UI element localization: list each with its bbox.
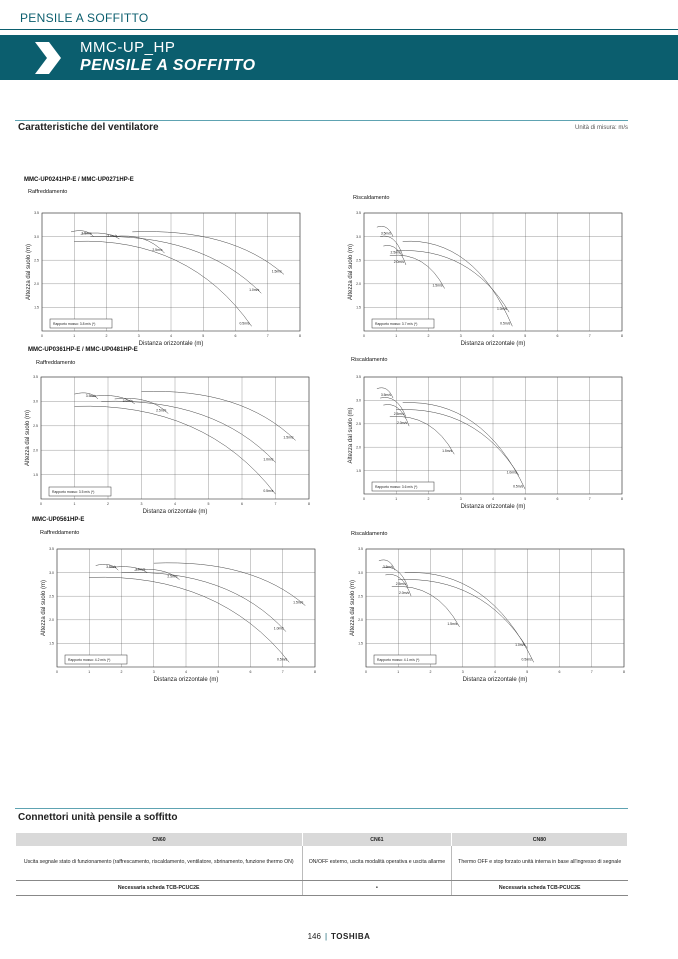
y-tick-label: 3.0	[356, 398, 361, 403]
chart-svg	[37, 542, 325, 691]
y-tick-label: 2.5	[49, 594, 54, 599]
y-tick-label: 3.5	[49, 547, 54, 552]
y-axis-label: Altezza dal suolo (m)	[348, 243, 354, 301]
y-axis-label: Altezza dal suolo (m)	[25, 409, 31, 467]
velocity-curve	[122, 572, 286, 631]
x-tick-label: 3	[459, 334, 462, 338]
x-tick-label: 4	[492, 334, 494, 338]
chevron-right-icon	[33, 40, 63, 76]
mode-label: Riscaldamento	[353, 195, 390, 201]
x-tick-label: 5	[207, 502, 210, 506]
chart-svg	[342, 542, 634, 691]
curve-label: 2.5m/s	[395, 581, 406, 586]
mode-label: Riscaldamento	[351, 357, 388, 363]
table-cell: Necessaria scheda TCB-PCUC2E	[451, 881, 627, 896]
x-tick-label: 3	[461, 670, 464, 674]
curve-label: 3.5m/s	[380, 231, 392, 236]
y-axis-label: Altezza dal suolo (m)	[41, 579, 47, 637]
model-line: MMC-UP_HP	[80, 39, 176, 56]
x-tick-label: 5	[202, 334, 205, 338]
y-tick-label: 1.5	[358, 641, 363, 646]
table-cell: ON/OFF esterno, uscita modalità operativa e uscita allarme	[302, 846, 451, 881]
curve-label: 2.5m/s	[167, 574, 178, 579]
y-tick-label: 1.5	[33, 472, 38, 477]
y-tick-label: 3.0	[34, 234, 39, 239]
unit-note: Unità di misura: m/s	[574, 125, 628, 131]
mode-label: Raffreddamento	[36, 360, 76, 366]
x-axis-label: Distanza orizzontale (m)	[153, 677, 219, 683]
table-cell: •	[302, 881, 451, 896]
curve-label: 1.5m/s	[447, 621, 458, 626]
x-tick-label: 7	[588, 497, 591, 501]
chart-svg	[340, 370, 632, 518]
connectors-section-title: Connettori unità pensile a soffitto	[18, 812, 178, 823]
y-tick-label: 1.5	[356, 305, 361, 310]
curve-label: 1.0m/s	[273, 626, 284, 631]
y-tick-label: 2.5	[34, 258, 39, 263]
x-tick-label: 1	[397, 670, 400, 674]
table-cell: Uscita segnale stato di funzionamento (raffrescamento, riscaldamento, ventilatore, sbrinamento, funzione thermo ON)	[16, 846, 303, 881]
y-tick-label: 2.0	[356, 445, 361, 450]
x-tick-label: 2	[429, 670, 432, 674]
curve-label: 2.0m/s	[398, 591, 410, 596]
x-tick-label: 5	[524, 334, 527, 338]
y-tick-label: 2.5	[356, 258, 361, 263]
x-tick-label: 1	[395, 334, 398, 338]
x-tick-label: 5	[524, 497, 527, 501]
x-tick-label: 4	[174, 502, 176, 506]
model-label-1: MMC-UP0241HP-E / MMC-UP0271HP-E	[24, 177, 134, 183]
section-divider	[15, 120, 628, 121]
x-tick-label: 2	[120, 670, 123, 674]
mode-label: Raffreddamento	[40, 530, 80, 536]
x-tick-label: 2	[427, 497, 430, 501]
model-label-2: MMC-UP0361HP-E / MMC-UP0481HP-E	[28, 347, 138, 353]
x-tick-label: 0	[363, 497, 365, 501]
x-tick-label: 4	[494, 670, 496, 674]
x-tick-label: 3	[137, 334, 140, 338]
fan-chart-4	[340, 370, 632, 523]
x-tick-label: 6	[234, 334, 237, 338]
y-axis-label: Altezza dal suolo (m)	[348, 407, 354, 464]
x-tick-label: 7	[590, 670, 593, 674]
x-tick-label: 7	[266, 334, 269, 338]
curve-label: 1.0m/s	[263, 457, 274, 462]
x-tick-label: 1	[73, 502, 76, 506]
ratio-label: Rapporto mosso: 3.7 m/s (*)	[375, 322, 418, 326]
velocity-curve	[405, 572, 534, 662]
curve-label: 1.5m/s	[283, 435, 294, 440]
curve-label: 1.0m/s	[515, 643, 526, 648]
x-axis-label: Distanza orizzontale (m)	[138, 341, 204, 347]
page-title: PENSILE A SOFFITTO	[80, 57, 256, 74]
x-tick-label: 0	[40, 502, 42, 506]
curve-label: 3.5m/s	[85, 393, 96, 398]
y-tick-label: 2.0	[358, 618, 363, 622]
x-tick-label: 8	[623, 670, 625, 674]
x-tick-label: 6	[556, 334, 559, 338]
y-tick-label: 3.5	[358, 547, 363, 552]
mode-label: Riscaldamento	[351, 531, 388, 537]
x-tick-label: 4	[170, 334, 172, 338]
x-tick-label: 3	[459, 497, 462, 501]
chart-svg	[340, 205, 632, 355]
table-header: CN60	[16, 833, 303, 846]
curve-label: 2.5m/s	[390, 250, 401, 255]
x-tick-label: 5	[526, 670, 529, 674]
x-tick-label: 2	[107, 502, 109, 506]
fan-chart-3	[21, 370, 319, 528]
x-tick-label: 0	[56, 670, 58, 674]
x-tick-label: 4	[492, 497, 494, 501]
x-axis-label: Distanza orizzontale (m)	[460, 341, 526, 347]
y-tick-label: 3.0	[49, 570, 54, 575]
fan-chart-6	[342, 542, 634, 696]
table-cell: Necessaria scheda TCB-PCUC2E	[16, 881, 303, 896]
curve-label: 2.5m/s	[156, 408, 167, 413]
x-tick-label: 6	[556, 497, 559, 501]
model-label-3: MMC-UP0561HP-E	[32, 517, 85, 523]
x-tick-label: 6	[558, 670, 561, 674]
velocity-curve	[154, 563, 306, 606]
fan-chart-1	[20, 205, 310, 360]
x-tick-label: 0	[363, 334, 365, 338]
curve-label: 1.5m/s	[442, 449, 453, 454]
table-cell: Thermo OFF e stop forzato unità interna in base all'ingresso di segnale	[451, 846, 627, 881]
y-tick-label: 3.0	[33, 399, 38, 404]
ratio-label: Rapporto mosso: 3.6 m/s (*)	[375, 485, 418, 489]
connectors-table	[15, 833, 628, 896]
x-tick-label: 8	[621, 334, 623, 338]
curve-label: 2.5m/s	[393, 411, 404, 416]
y-tick-label: 2.0	[356, 282, 361, 286]
x-axis-label: Distanza orizzontale (m)	[460, 504, 526, 510]
curve-label: 3.5m/s	[106, 565, 117, 570]
curve-label: 0.5m/s	[277, 657, 288, 662]
curve-label: 1.5m/s	[432, 283, 443, 288]
x-axis-label: Distanza orizzontale (m)	[462, 677, 528, 683]
curve-label: 3.0m/s	[135, 567, 146, 572]
x-tick-label: 7	[588, 334, 591, 338]
x-tick-label: 0	[365, 670, 367, 674]
curve-label: 2.5m/s	[152, 248, 163, 253]
velocity-curve	[393, 410, 519, 476]
x-tick-label: 3	[152, 670, 155, 674]
x-tick-label: 7	[281, 670, 284, 674]
page-footer	[0, 932, 678, 941]
y-tick-label: 3.5	[33, 375, 38, 380]
x-tick-label: 1	[73, 334, 76, 338]
x-tick-label: 5	[217, 670, 220, 674]
page-number: 146	[307, 932, 321, 941]
chart-svg	[21, 370, 319, 523]
x-axis-label: Distanza orizzontale (m)	[142, 509, 208, 515]
section-divider	[15, 808, 628, 809]
y-axis-label: Altezza dal suolo (m)	[26, 243, 32, 301]
curve-label: 3.0m/s	[122, 398, 133, 403]
category-label: PENSILE A SOFFITTO	[20, 11, 149, 25]
curve-label: 3.5m/s	[380, 393, 392, 398]
y-tick-label: 3.5	[356, 211, 361, 216]
y-tick-label: 2.5	[33, 424, 38, 428]
velocity-curve	[132, 232, 284, 275]
curve-label: 1.5m/s	[271, 269, 282, 274]
chart-svg	[20, 205, 310, 355]
mode-label: Raffreddamento	[28, 189, 68, 195]
brand-name: TOSHIBA	[331, 932, 371, 941]
curve-label: 0.5m/s	[500, 321, 511, 326]
x-tick-label: 1	[395, 497, 398, 501]
curve-label: 2.0m/s	[393, 259, 404, 264]
fan-chart-2	[340, 205, 632, 360]
curve-label: 0.5m/s	[239, 321, 250, 326]
curve-label: 0.5m/s	[263, 489, 274, 494]
curve-label: 1.5m/s	[293, 600, 304, 605]
x-tick-label: 6	[241, 502, 243, 506]
curve-label: 1.0m/s	[249, 288, 260, 293]
y-tick-label: 2.5	[358, 594, 363, 599]
x-tick-label: 2	[427, 334, 430, 338]
curve-label: 2.0m/s	[396, 421, 408, 426]
top-divider	[0, 29, 678, 30]
x-tick-label: 0	[41, 334, 43, 338]
y-tick-label: 1.5	[34, 305, 39, 310]
ratio-label: Rapporto mosso: 4.1 m/s (*)	[377, 658, 420, 662]
y-axis-label: Altezza dal suolo (m)	[350, 579, 356, 637]
velocity-curve	[142, 391, 296, 440]
x-tick-label: 6	[249, 670, 252, 674]
ratio-label: Rapporto mosso: 3.5 m/s (*)	[52, 490, 95, 494]
x-tick-label: 8	[621, 497, 623, 501]
x-tick-label: 4	[185, 670, 187, 674]
x-tick-label: 8	[299, 334, 301, 338]
x-tick-label: 2	[105, 334, 108, 338]
y-tick-label: 1.5	[356, 468, 361, 473]
y-tick-label: 3.5	[356, 375, 361, 380]
ratio-label: Rapporto mosso: 4.2 m/s (*)	[68, 658, 111, 662]
x-tick-label: 8	[314, 670, 316, 674]
fan-section-title: Caratteristiche del ventilatore	[18, 122, 159, 133]
velocity-curve	[403, 403, 526, 490]
y-tick-label: 1.5	[49, 641, 54, 646]
y-tick-label: 3.0	[358, 570, 363, 575]
table-header: CN80	[451, 833, 627, 846]
y-tick-label: 3.5	[34, 211, 39, 216]
curve-label: 3.0m/s	[107, 233, 118, 238]
y-tick-label: 2.0	[49, 618, 54, 622]
y-tick-label: 3.0	[356, 234, 361, 239]
x-tick-label: 7	[274, 502, 277, 506]
fan-chart-5	[37, 542, 325, 696]
curve-label: 0.5m/s	[513, 484, 524, 489]
ratio-label: Rapporto mosso: 3.8 m/s (*)	[53, 322, 96, 326]
curve-label: 0.5m/s	[521, 657, 532, 662]
curve-label: 3.5m/s	[81, 231, 92, 236]
x-tick-label: 8	[308, 502, 310, 506]
curve-label: 1.0m/s	[506, 470, 517, 475]
curve-label: 1.0m/s	[496, 307, 508, 312]
y-tick-label: 2.0	[33, 448, 38, 453]
table-header: CN61	[302, 833, 451, 846]
y-tick-label: 2.0	[34, 282, 39, 286]
x-tick-label: 1	[88, 670, 91, 674]
x-tick-label: 3	[140, 502, 143, 506]
y-tick-label: 2.5	[356, 422, 361, 426]
curve-label: 3.5m/s	[382, 565, 394, 570]
footer-separator: |	[324, 932, 328, 941]
